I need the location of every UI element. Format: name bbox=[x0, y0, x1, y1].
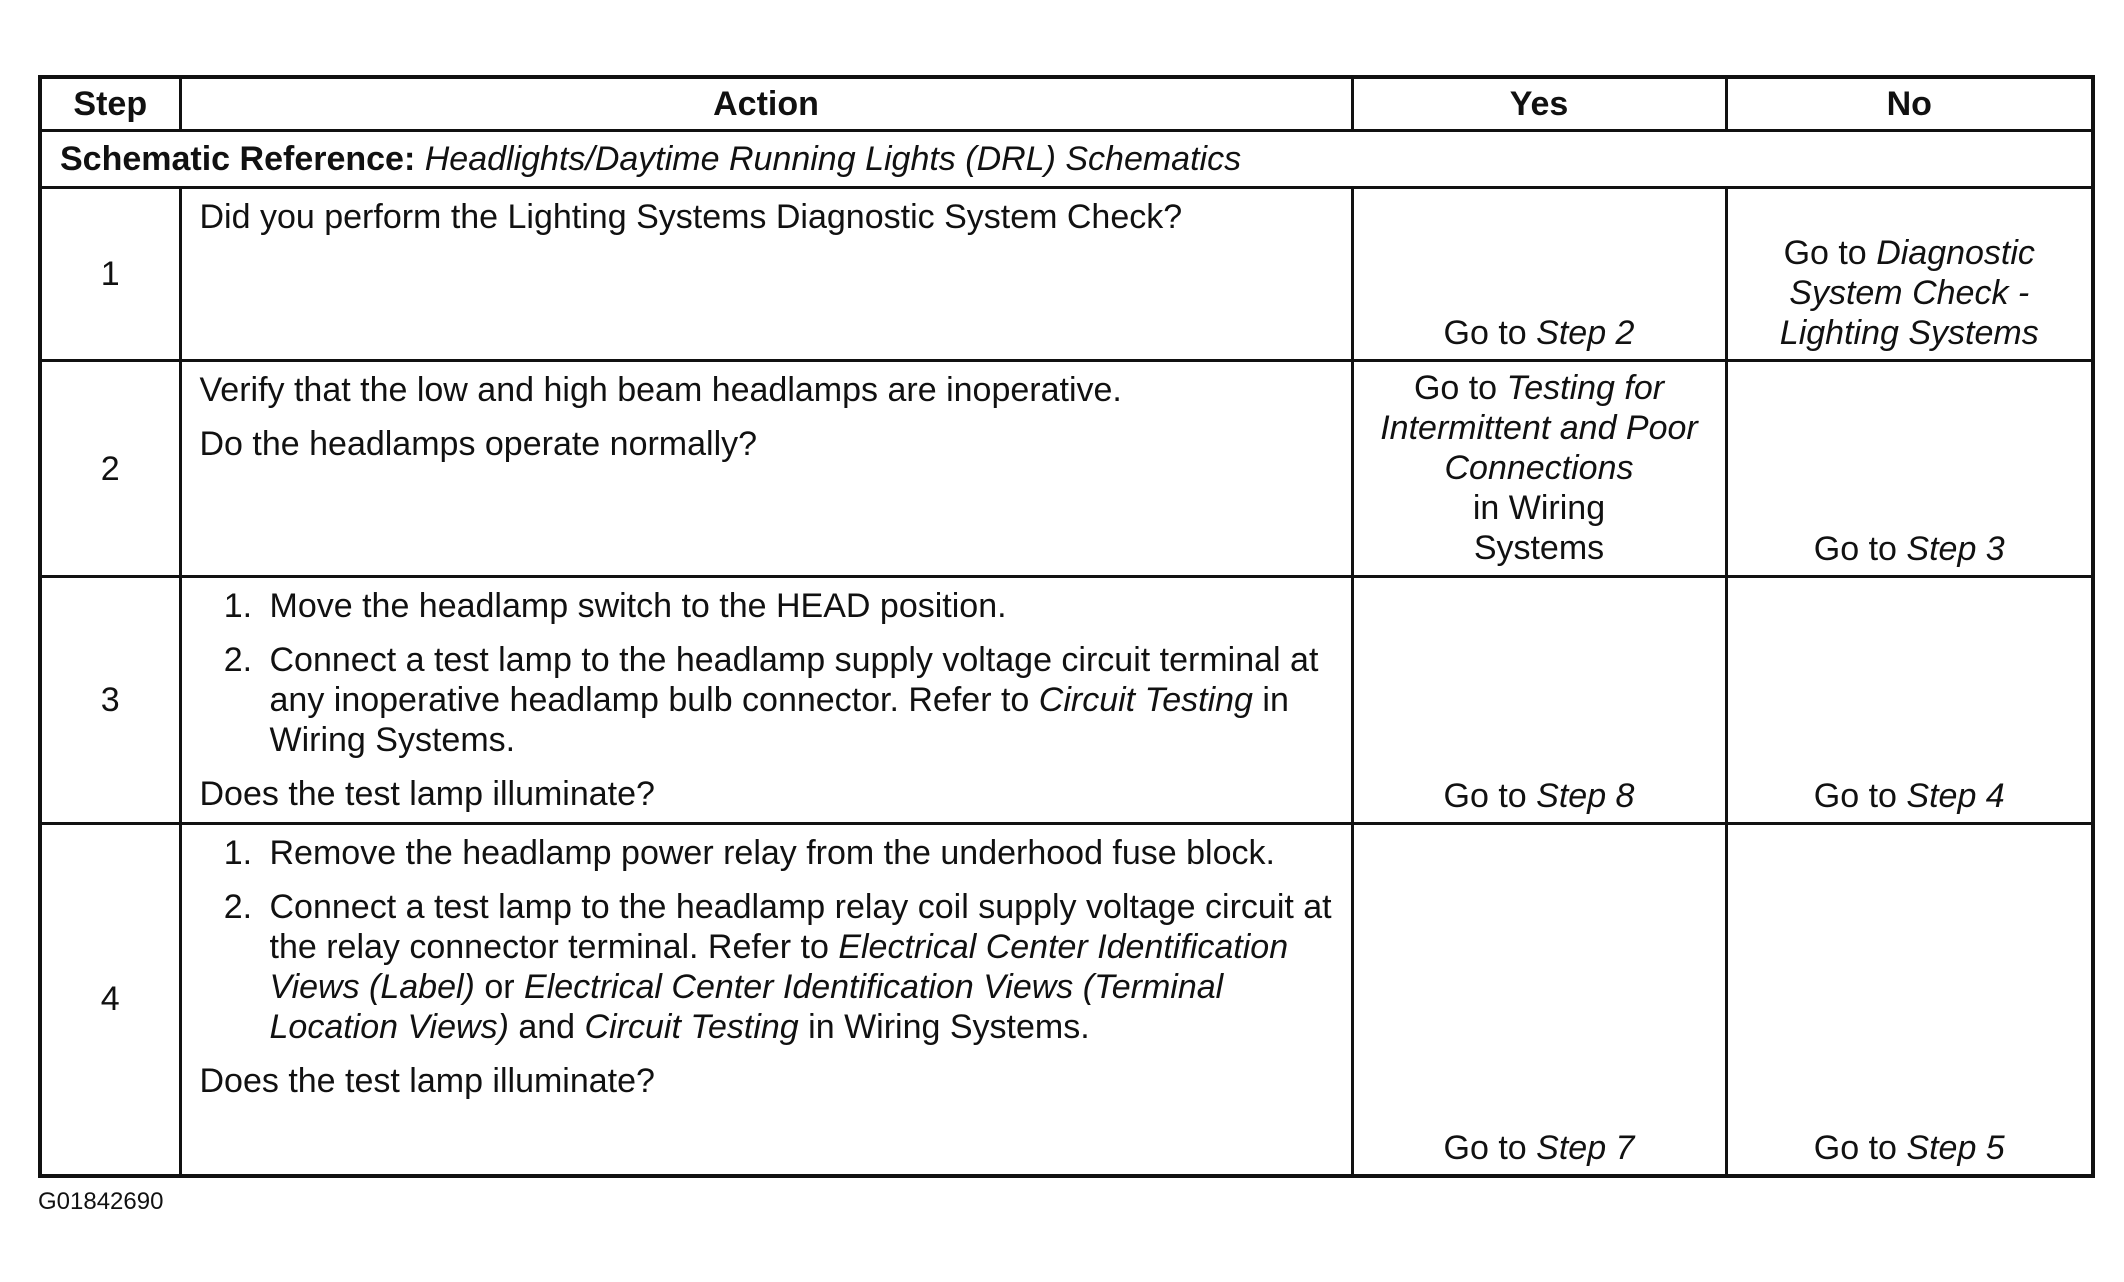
diagnostic-table bbox=[38, 75, 2095, 1178]
no-cell bbox=[1726, 361, 2093, 577]
action-step-suffix: in Wiring Systems. bbox=[269, 681, 1289, 759]
action-step-item bbox=[262, 887, 1333, 1047]
action-step-and: and bbox=[518, 1008, 576, 1046]
header-action: Action bbox=[180, 77, 1352, 131]
no-link-line[interactable]: Diagnostic bbox=[1876, 234, 2035, 272]
yes-cell bbox=[1352, 188, 1726, 361]
table-row bbox=[40, 577, 2093, 824]
action-question: Did you perform the Lighting Systems Diagnostic System Check? bbox=[199, 198, 1183, 236]
yes-cell bbox=[1352, 577, 1726, 824]
schematic-reference-label: Schematic Reference: bbox=[60, 140, 416, 178]
electrical-center-terminal-link[interactable]: Electrical Center Identification Views (Terminal Location Views) bbox=[269, 968, 1224, 1046]
schematic-reference-link[interactable]: Headlights/Daytime Running Lights (DRL) Schematics bbox=[424, 140, 1242, 178]
header-step: Step bbox=[40, 77, 180, 131]
no-cell bbox=[1726, 188, 2093, 361]
action-steps-list bbox=[200, 586, 1333, 760]
action-question: Do the headlamps operate normally? bbox=[199, 425, 758, 463]
circuit-testing-link[interactable]: Circuit Testing bbox=[1038, 681, 1253, 719]
yes-prefix: Go to bbox=[1443, 1128, 1527, 1167]
action-statement: Verify that the low and high beam headlamps are inoperative. bbox=[199, 371, 1122, 409]
figure-id: G01842690 bbox=[38, 1188, 164, 1215]
yes-prefix: Go to bbox=[1443, 777, 1527, 815]
no-prefix: Go to bbox=[1813, 777, 1897, 815]
no-prefix: Go to bbox=[1813, 1128, 1897, 1167]
yes-suffix-line: in Wiring bbox=[1472, 489, 1606, 527]
action-cell bbox=[180, 824, 1352, 1176]
no-prefix: Go to bbox=[1813, 530, 1897, 568]
yes-prefix: Go to bbox=[1443, 314, 1527, 352]
action-step-suffix: in Wiring Systems. bbox=[808, 1008, 1090, 1046]
schematic-reference-cell bbox=[40, 131, 2093, 188]
yes-link-line[interactable]: Testing for bbox=[1506, 369, 1665, 407]
no-step-link[interactable]: Step 3 bbox=[1906, 530, 2005, 568]
electrical-center-label-link[interactable]: Electrical Center Identification Views (Label) bbox=[269, 928, 1289, 1006]
table-row bbox=[40, 824, 2093, 1176]
header-no: No bbox=[1726, 77, 2093, 131]
circuit-testing-link[interactable]: Circuit Testing bbox=[584, 1008, 799, 1046]
no-cell bbox=[1726, 824, 2093, 1176]
action-question: Does the test lamp illuminate? bbox=[199, 775, 655, 813]
yes-cell bbox=[1352, 361, 1726, 577]
action-step-item: 1. Move the headlamp switch to the HEAD position. bbox=[262, 586, 1333, 626]
action-step-item: 1. Remove the headlamp power relay from the underhood fuse block. bbox=[262, 833, 1333, 873]
action-step-text: Connect a test lamp to the headlamp supply voltage circuit terminal at any inoperative headlamp bulb connector. Refer to bbox=[269, 641, 1319, 719]
table-row bbox=[40, 188, 2093, 361]
yes-cell bbox=[1352, 824, 1726, 1176]
table-row bbox=[40, 361, 2093, 577]
header-yes: Yes bbox=[1352, 77, 1726, 131]
yes-step-link[interactable]: Step 7 bbox=[1536, 1128, 1635, 1167]
yes-step-link[interactable]: Step 2 bbox=[1536, 314, 1635, 352]
step-number: 4 bbox=[40, 824, 180, 1176]
yes-suffix-line: Systems bbox=[1473, 529, 1605, 567]
no-cell bbox=[1726, 577, 2093, 824]
no-link-line[interactable]: System Check - bbox=[1789, 274, 2030, 312]
action-cell bbox=[180, 361, 1352, 577]
action-cell bbox=[180, 188, 1352, 361]
yes-prefix: Go to bbox=[1413, 369, 1498, 407]
schematic-reference-row bbox=[40, 131, 2093, 188]
step-number: 1 bbox=[40, 188, 180, 361]
yes-link-line[interactable]: Connections bbox=[1444, 449, 1634, 487]
step-number: 3 bbox=[40, 577, 180, 824]
no-step-link[interactable]: Step 4 bbox=[1906, 777, 2005, 815]
step-number: 2 bbox=[40, 361, 180, 577]
action-cell bbox=[180, 577, 1352, 824]
no-link-line[interactable]: Lighting Systems bbox=[1779, 314, 2039, 352]
no-prefix: Go to bbox=[1783, 234, 1867, 272]
yes-step-link[interactable]: Step 8 bbox=[1536, 777, 1635, 815]
header-row bbox=[40, 77, 2093, 131]
action-step-or: or bbox=[484, 968, 515, 1006]
action-question: Does the test lamp illuminate? bbox=[199, 1062, 655, 1100]
action-steps-list bbox=[200, 833, 1333, 1047]
yes-link-line[interactable]: Intermittent and Poor bbox=[1380, 409, 1698, 447]
action-step-text: Connect a test lamp to the headlamp relay coil supply voltage circuit at the relay connector terminal. Refer to bbox=[269, 888, 1332, 966]
action-step-item bbox=[262, 640, 1333, 760]
no-step-link[interactable]: Step 5 bbox=[1906, 1128, 2005, 1167]
